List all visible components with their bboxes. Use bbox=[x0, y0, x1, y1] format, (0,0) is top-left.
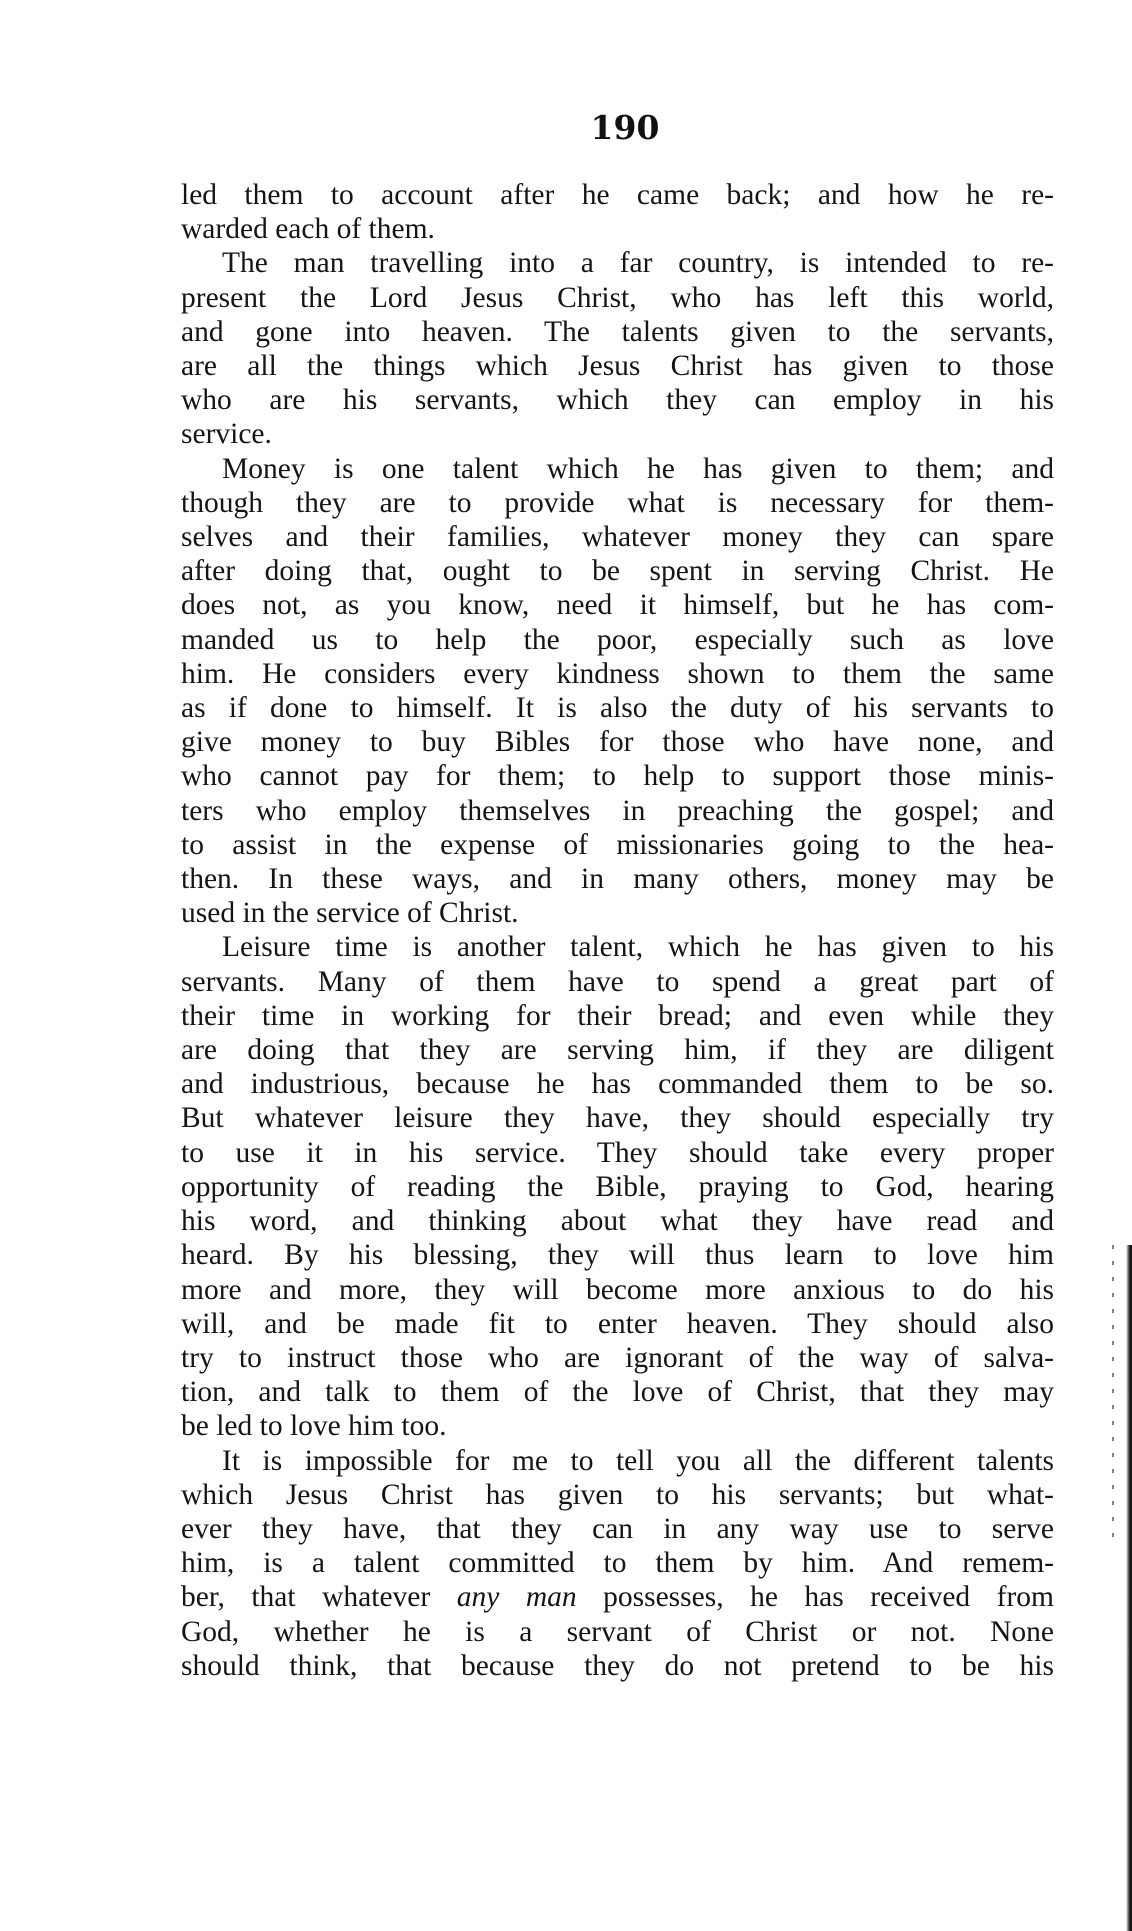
text-line: The man travelling into a far country, is intended to re- bbox=[222, 247, 1054, 280]
emphasis: any man bbox=[456, 1581, 577, 1614]
text-line: God, whether he is a servant of Christ or not. None bbox=[181, 1615, 1054, 1648]
text-line: to assist in the expense of missionaries going to the hea- bbox=[181, 828, 1054, 861]
text-line: are doing that they are serving him, if they are diligent bbox=[181, 1034, 1054, 1067]
text-line: ber, that whatever any man possesses, he has received from bbox=[181, 1581, 1055, 1614]
text-line: and gone into heaven. The talents given to the servants, bbox=[181, 315, 1054, 348]
text-line: are all the things which Jesus Christ has given to those bbox=[181, 350, 1054, 383]
text-line: service. bbox=[181, 418, 272, 451]
text-line: as if done to himself. It is also the duty of his servants to bbox=[181, 692, 1054, 725]
text-line: who cannot pay for them; to help to support those minis- bbox=[181, 760, 1054, 793]
text-line: heard. By his blessing, they will thus learn to love him bbox=[181, 1239, 1054, 1272]
text-line: present the Lord Jesus Christ, who has left this world, bbox=[181, 281, 1054, 314]
text-line: after doing that, ought to be spent in serving Christ. He bbox=[181, 555, 1054, 588]
text-line: who are his servants, which they can employ in his bbox=[181, 384, 1054, 417]
page-edge-shadow bbox=[1126, 1245, 1132, 1931]
text-line: servants. Many of them have to spend a great part of bbox=[181, 965, 1054, 998]
text-line: should think, that because they do not pretend to be his bbox=[181, 1649, 1054, 1682]
text-line: and industrious, because he has commanded them to be so. bbox=[181, 1068, 1054, 1101]
text-line: But whatever leisure they have, they should especially try bbox=[181, 1102, 1054, 1135]
text-line: led them to account after he came back; and how he re- bbox=[181, 179, 1054, 211]
text-line: used in the service of Christ. bbox=[181, 897, 519, 930]
body-text bbox=[181, 178, 1054, 1683]
text-line: opportunity of reading the Bible, praying to God, hearing bbox=[181, 1170, 1054, 1203]
page-number: 190 bbox=[590, 108, 660, 147]
text-line: though they are to provide what is necessary for them- bbox=[181, 486, 1054, 519]
text-line: be led to love him too. bbox=[181, 1410, 447, 1443]
text-line: which Jesus Christ has given to his servants; but what- bbox=[181, 1478, 1054, 1511]
text-line: does not, as you know, need it himself, but he has com- bbox=[181, 589, 1054, 622]
page-edge-marks bbox=[1112, 1245, 1114, 1545]
text-line: It is impossible for me to tell you all the different talents bbox=[222, 1444, 1054, 1477]
text-line: ters who employ themselves in preaching the gospel; and bbox=[181, 794, 1054, 827]
text-line: manded us to help the poor, especially such as love bbox=[181, 623, 1054, 656]
text-line: more and more, they will become more anxious to do his bbox=[181, 1273, 1054, 1306]
text-line: Money is one talent which he has given to them; and bbox=[222, 452, 1054, 485]
text-line: his word, and thinking about what they have read and bbox=[181, 1205, 1054, 1238]
text-line: warded each of them. bbox=[181, 213, 435, 246]
text-line: will, and be made fit to enter heaven. They should also bbox=[181, 1307, 1054, 1340]
text-line: him, is a talent committed to them by him. And remem- bbox=[181, 1547, 1054, 1580]
text-line: ever they have, that they can in any way use to serve bbox=[181, 1512, 1054, 1545]
text-line: Leisure time is another talent, which he has given to his bbox=[222, 931, 1054, 964]
text-line: give money to buy Bibles for those who have none, and bbox=[181, 726, 1054, 759]
text-line: to use it in his service. They should take every proper bbox=[181, 1136, 1054, 1169]
text-line: then. In these ways, and in many others, money may be bbox=[181, 863, 1054, 896]
text-line: tion, and talk to them of the love of Christ, that they may bbox=[181, 1376, 1054, 1409]
text-line: him. He considers every kindness shown to them the same bbox=[181, 657, 1054, 690]
text-line: selves and their families, whatever money they can spare bbox=[181, 521, 1054, 554]
text-line: try to instruct those who are ignorant of the way of salva- bbox=[181, 1341, 1054, 1374]
text-line: their time in working for their bread; and even while they bbox=[181, 999, 1054, 1032]
